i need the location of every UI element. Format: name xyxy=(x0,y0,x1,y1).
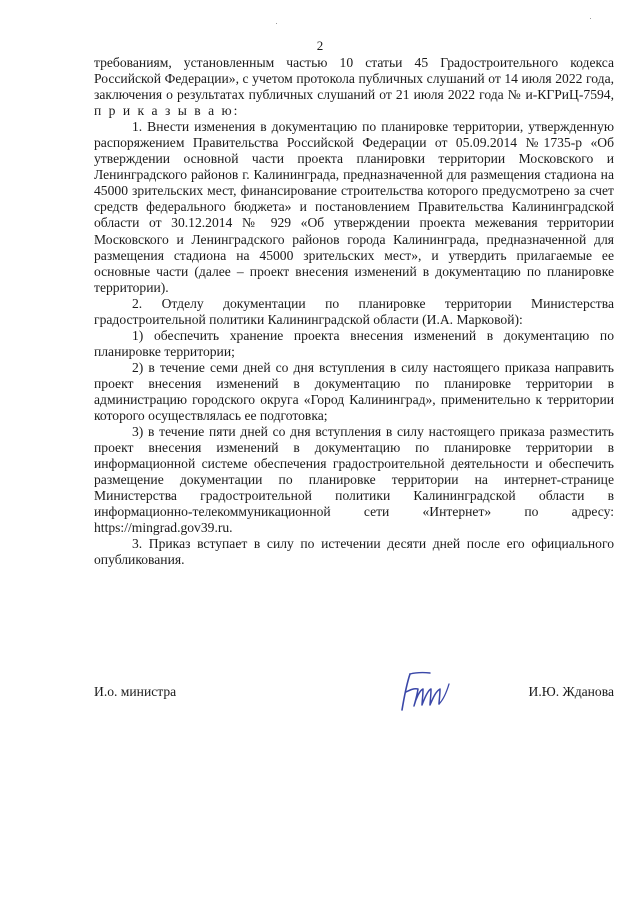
order-keyword: п р и к а з ы в а ю: xyxy=(94,103,240,119)
paragraph-subitem-1: 1) обеспечить хранение проекта внесения изменений в документацию по планировке территории; xyxy=(94,327,614,359)
signatory-name: И.Ю. Жданова xyxy=(528,684,614,699)
paragraph-item-2: 2. Отделу документации по планировке территории Министерства градостроительной политики Калининградской области (И.А. Марковой): xyxy=(94,295,614,327)
signature-block xyxy=(94,676,614,716)
signatory-position: И.о. министра xyxy=(94,684,177,699)
paragraph-item-1: 1. Внести изменения в документацию по планировке территории, утвержденную распоряжением Правительства Российской Федерации от 05.09.2014 №1735-р «Об утверждении основной части проекта планировки территории Московского и Ленинградского районов г. Калининграда, предназначенной для размещения стадиона на 45000 зрительских мест, финансирование строительства которого предусмотрено за счет средств федерального бюджета» и постановлением Правительства Калининградской области от 30.12.2014 № 929 «Об утверждении проекта межевания территории Московского и Ленинградского районов города Калининграда, предназначенной для размещения стадиона на 45000 зрительских мест», и утвердить прилагаемые ее основные части (далее – проект внесения изменений в документацию по планировке территории). xyxy=(94,119,614,295)
document-body xyxy=(94,55,614,569)
scan-speck xyxy=(590,18,591,19)
paragraph-item-3: 3. Приказ вступает в силу по истечении десяти дней после его официального опубликования. xyxy=(94,536,614,568)
handwritten-signature-icon xyxy=(396,668,456,714)
paragraph-subitem-2: 2) в течение семи дней со дня вступления в силу настоящего приказа направить проект внесения изменений в документацию по планировке территории в администрацию городского округа «Город Калининград», применительно к территории которого осуществлялась ее подготовка; xyxy=(94,359,614,424)
paragraph-subitem-3: 3) в течение пяти дней со дня вступления в силу настоящего приказа разместить проект внесения изменений в документацию по планировке территории в информационной системе обеспечения градостроительной деятельности и обеспечить размещение документации по планировке территории на интернет-странице Министерства градостроительной политики Калининградской области в информационно-телекоммуникационной сети «Интернет» по адресу: https://mingrad.gov39.ru. xyxy=(94,424,614,536)
scan-speck xyxy=(276,23,277,24)
paragraph-preamble xyxy=(94,55,614,119)
page-number: 2 xyxy=(316,38,324,53)
preamble-text: требованиям, установленным частью 10 статьи 45 Градостроительного кодекса Российской Федерации», с учетом протокола публичных слушаний от 14 июля 2022 года, заключения о результатах публичных слушаний от 21 июля 2022 года № и-КГРиЦ-7594, xyxy=(94,55,614,103)
